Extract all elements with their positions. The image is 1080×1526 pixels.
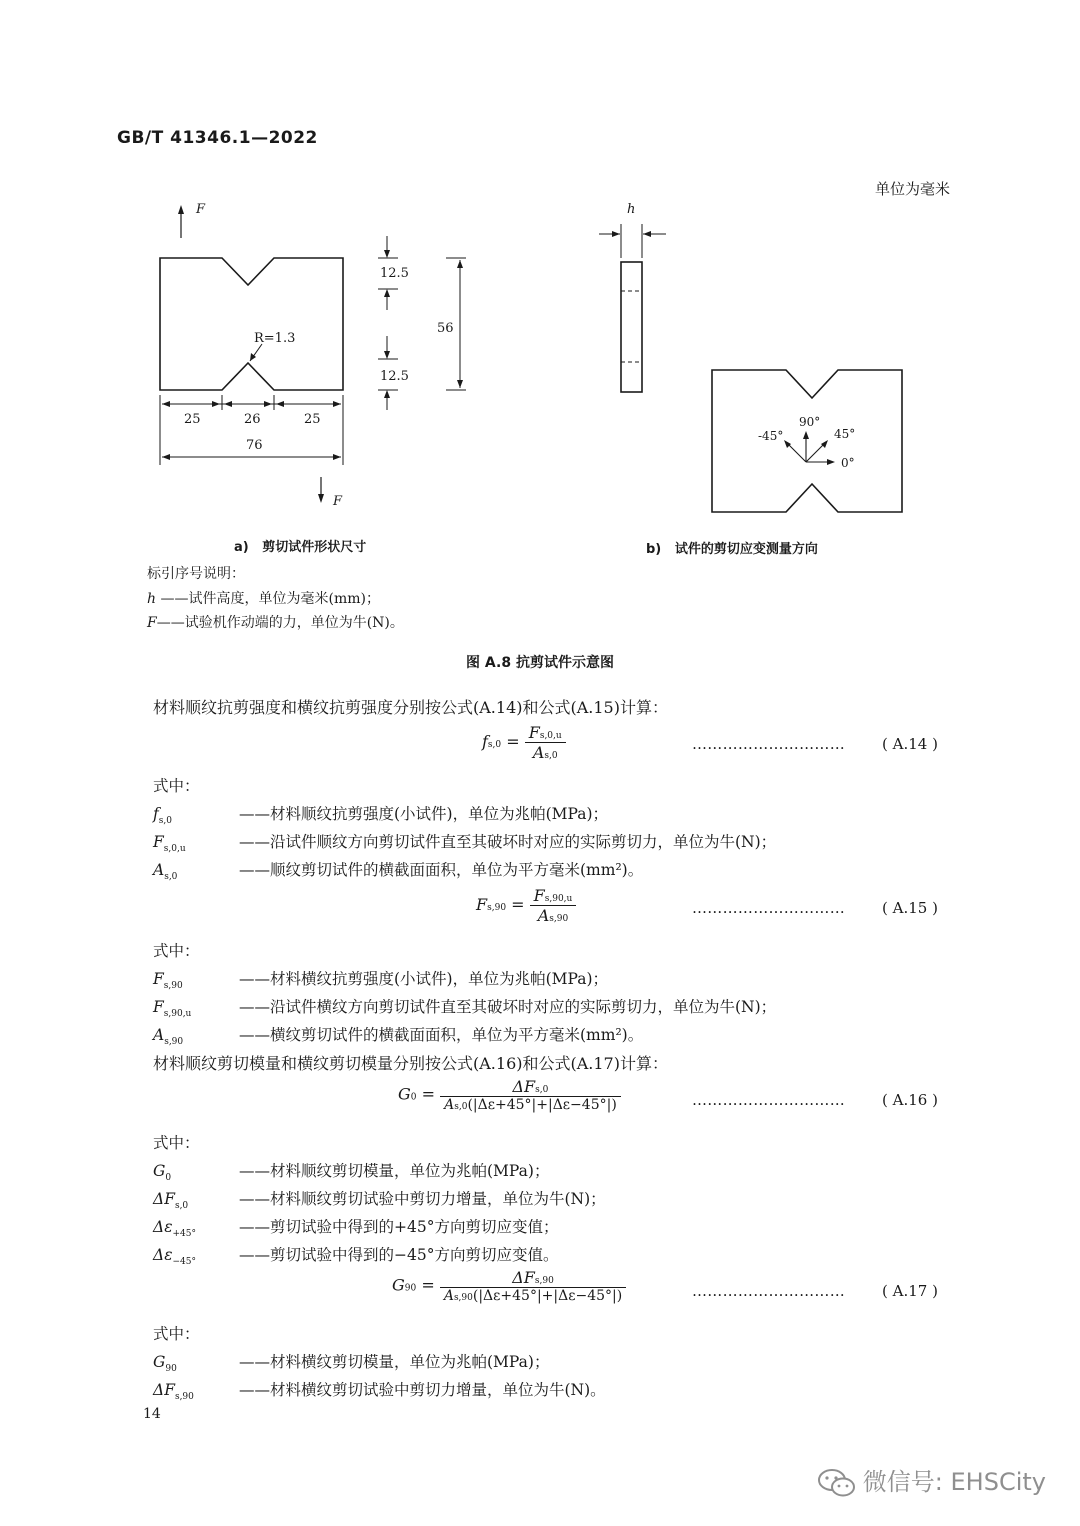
dim-left: 25 <box>184 412 201 427</box>
page-number: 14 <box>143 1406 161 1422</box>
dim-notch-bottom: 12.5 <box>380 369 409 384</box>
where-label-1: 式中： <box>153 777 200 795</box>
def-row: $G_{90}$ ——材料横纹剪切模量，单位为兆帕(MPa)； <box>153 1353 550 1375</box>
def-row: $\Delta F_{s,90}$ ——材料横纹剪切试验中剪切力增量，单位为牛(N)。 <box>153 1381 606 1403</box>
equation-a17-dots: ………………………… <box>692 1282 845 1300</box>
figure-title: 图 A.8 抗剪试件示意图 <box>466 655 614 671</box>
dim-height: 56 <box>437 321 454 336</box>
def-row: $F_{s,90}$ ——材料横纹抗剪强度(小试件)，单位为兆帕(MPa)； <box>153 970 609 992</box>
def-row: $\Delta\varepsilon_{-45^\circ}$ ——剪切试验中得到的−45°方向剪切应变值。 <box>153 1246 559 1268</box>
force-label-bottom: F <box>333 494 343 509</box>
angle-0-label: 0° <box>841 456 855 470</box>
equation-a17: G90 = $\frac{\text{ΔFs,90}}{As,90(|\Delta\varepsilon+45^\circ|+|\Delta\varepsilon-45^\circ|)}$ <box>392 1268 626 1304</box>
equation-a16-number: ( A.16 ) <box>882 1091 938 1109</box>
wechat-icon <box>817 1467 857 1499</box>
legend-f: F——试验机作动端的力，单位为牛(N)。 <box>147 615 404 631</box>
def-row: $\Delta\varepsilon_{+45^\circ}$ ——剪切试验中得到的+45°方向剪切应变值； <box>153 1218 559 1240</box>
dim-notch-top: 12.5 <box>380 266 409 281</box>
specimen-a-outline <box>160 258 343 390</box>
where-label-2: 式中： <box>153 942 200 960</box>
equation-a14-number: ( A.14 ) <box>882 735 938 753</box>
paragraph-1: 材料顺纹抗剪强度和横纹抗剪强度分别按公式(A.14)和公式(A.15)计算： <box>153 698 668 717</box>
where-label-3: 式中： <box>153 1134 200 1152</box>
standard-number: GB/T 41346.1—2022 <box>117 128 318 148</box>
legend-title: 标引序号说明： <box>147 566 245 582</box>
def-row: $A_{s,0}$ ——顺纹剪切试件的横截面面积，单位为平方毫米(mm²)。 <box>153 861 644 883</box>
equation-a16: G0 = $\frac{\text{ΔFs,0}}{As,0(|\Delta\varepsilon+45^\circ|+|\Delta\varepsilon-45^\circ|)}$ <box>398 1077 621 1113</box>
watermark: 微信号: EHSCity <box>817 1462 1046 1499</box>
dim-right: 25 <box>304 412 321 427</box>
def-row: $G_0$ ——材料顺纹剪切模量，单位为兆帕(MPa)； <box>153 1162 550 1184</box>
equation-a15-dots: ………………………… <box>692 899 845 917</box>
equation-a15-number: ( A.15 ) <box>882 899 938 917</box>
equation-a16-dots: ………………………… <box>692 1091 845 1109</box>
angle-p45-label: 45° <box>834 427 856 441</box>
where-label-4: 式中： <box>153 1325 200 1343</box>
equation-a14: fs,0 = $\frac{Fs,0,u}{As,0}$ <box>482 723 566 762</box>
def-row: $F_{s,90,u}$ ——沿试件横纹方向剪切试件直至其破坏时对应的实际剪切力，单位为牛(N)； <box>153 998 777 1020</box>
paragraph-2: 材料顺纹剪切模量和横纹剪切模量分别按公式(A.16)和公式(A.17)计算： <box>153 1054 668 1073</box>
unit-note: 单位为毫米 <box>874 180 950 198</box>
def-row: $\Delta F_{s,0}$ ——材料顺纹剪切试验中剪切力增量，单位为牛(N)； <box>153 1190 606 1212</box>
equation-a14-dots: ………………………… <box>692 735 845 753</box>
caption-b: b) 试件的剪切应变测量方向 <box>646 542 818 557</box>
dim-mid: 26 <box>244 412 261 427</box>
caption-a: a) 剪切试件形状尺寸 <box>234 540 367 555</box>
def-row: $A_{s,90}$ ——横纹剪切试件的横截面面积，单位为平方毫米(mm²)。 <box>153 1026 644 1048</box>
equation-a15: Fs,90 = $\frac{Fs,90,u}{As,90}$ <box>476 886 576 925</box>
specimen-b-side-view <box>621 262 642 392</box>
legend-h: h ——试件高度，单位为毫米(mm)； <box>147 591 380 607</box>
equation-a17-number: ( A.17 ) <box>882 1282 938 1300</box>
angle-90-label: 90° <box>799 415 821 429</box>
thickness-label: h <box>627 202 636 217</box>
shear-specimen-figure <box>0 190 1080 520</box>
angle-m45-label: -45° <box>758 429 784 443</box>
dim-width: 76 <box>246 438 263 453</box>
def-row: $F_{s,0,u}$ ——沿试件顺纹方向剪切试件直至其破坏时对应的实际剪切力，单位为牛(N)； <box>153 833 777 855</box>
force-label-top: F <box>196 202 206 217</box>
def-row: $f_{s,0}$ ——材料顺纹抗剪强度(小试件)，单位为兆帕(MPa)； <box>153 805 609 827</box>
specimen-b-front-view <box>712 370 902 512</box>
radius-label: R=1.3 <box>254 331 296 346</box>
